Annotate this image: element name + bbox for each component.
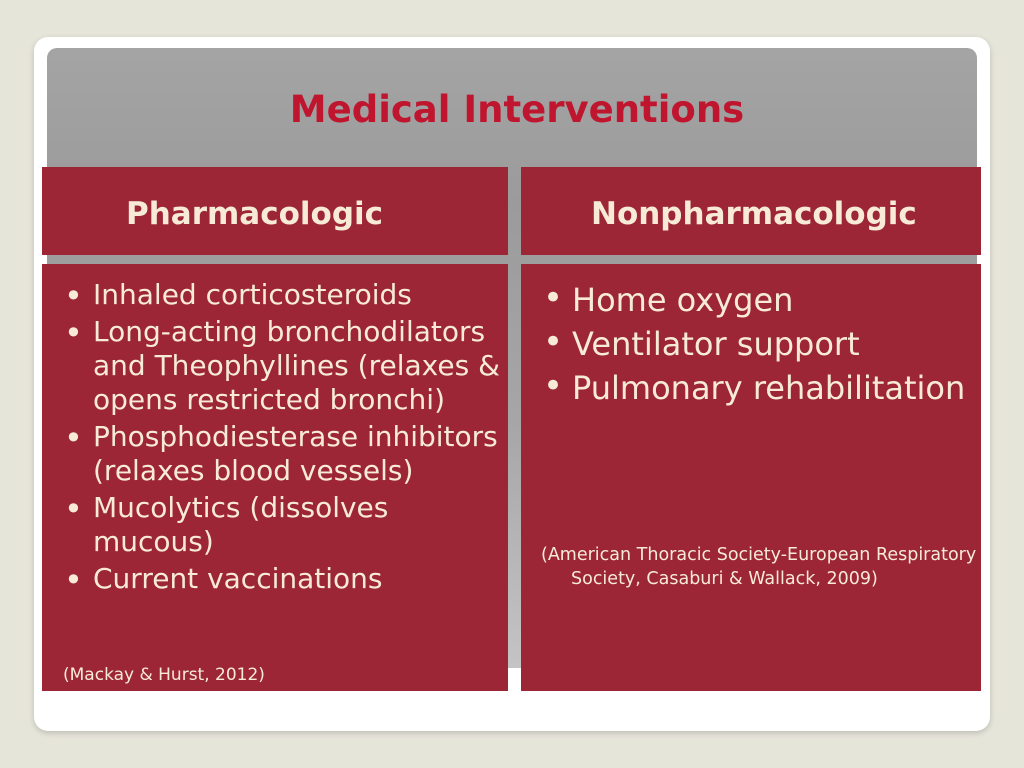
- list-item-text: Long-acting bronchodilators and Theophyllines (relaxes & opens restricted bronchi): [93, 315, 500, 416]
- list-item-text: Phosphodiesterase inhibitors (relaxes blood vessels): [93, 420, 498, 487]
- list-item: [64, 561, 504, 599]
- list-item-text: Current vaccinations: [93, 562, 383, 595]
- list-item-text: Home oxygen: [572, 281, 794, 319]
- bullet-icon: •: [543, 322, 564, 362]
- bullet-icon: •: [64, 314, 83, 352]
- nonpharmacologic-panel: [521, 264, 981, 691]
- bullet-icon: •: [64, 419, 83, 457]
- nonpharmacologic-citation: (American Thoracic Society-European Respiratory Society, Casaburi & Wallack, 2009): [541, 545, 977, 589]
- bullet-icon: •: [543, 366, 564, 406]
- bullet-icon: •: [543, 278, 564, 318]
- list-item: [64, 420, 504, 488]
- list-item: [543, 278, 981, 322]
- list-item: [543, 322, 981, 366]
- list-item-text: Pulmonary rehabilitation: [572, 369, 966, 407]
- pharmacologic-citation: (Mackay & Hurst, 2012): [63, 665, 265, 685]
- list-item: [543, 366, 981, 410]
- bullet-icon: •: [64, 561, 83, 599]
- list-item-text: Inhaled corticosteroids: [93, 278, 412, 311]
- slide-title: Medical Interventions: [289, 88, 745, 131]
- nonpharmacologic-list: [543, 278, 981, 410]
- list-item: [64, 277, 504, 315]
- list-item-text: Mucolytics (dissolves mucous): [93, 491, 389, 558]
- pharmacologic-list: [64, 278, 504, 599]
- list-item: [64, 491, 504, 559]
- pharmacologic-panel: [42, 264, 508, 691]
- list-item: [64, 315, 504, 417]
- list-item-text: Ventilator support: [572, 325, 860, 363]
- bullet-icon: •: [64, 490, 83, 528]
- nonpharmacologic-heading: Nonpharmacologic: [521, 167, 981, 255]
- pharmacologic-heading: Pharmacologic: [42, 167, 508, 255]
- bullet-icon: •: [64, 277, 83, 315]
